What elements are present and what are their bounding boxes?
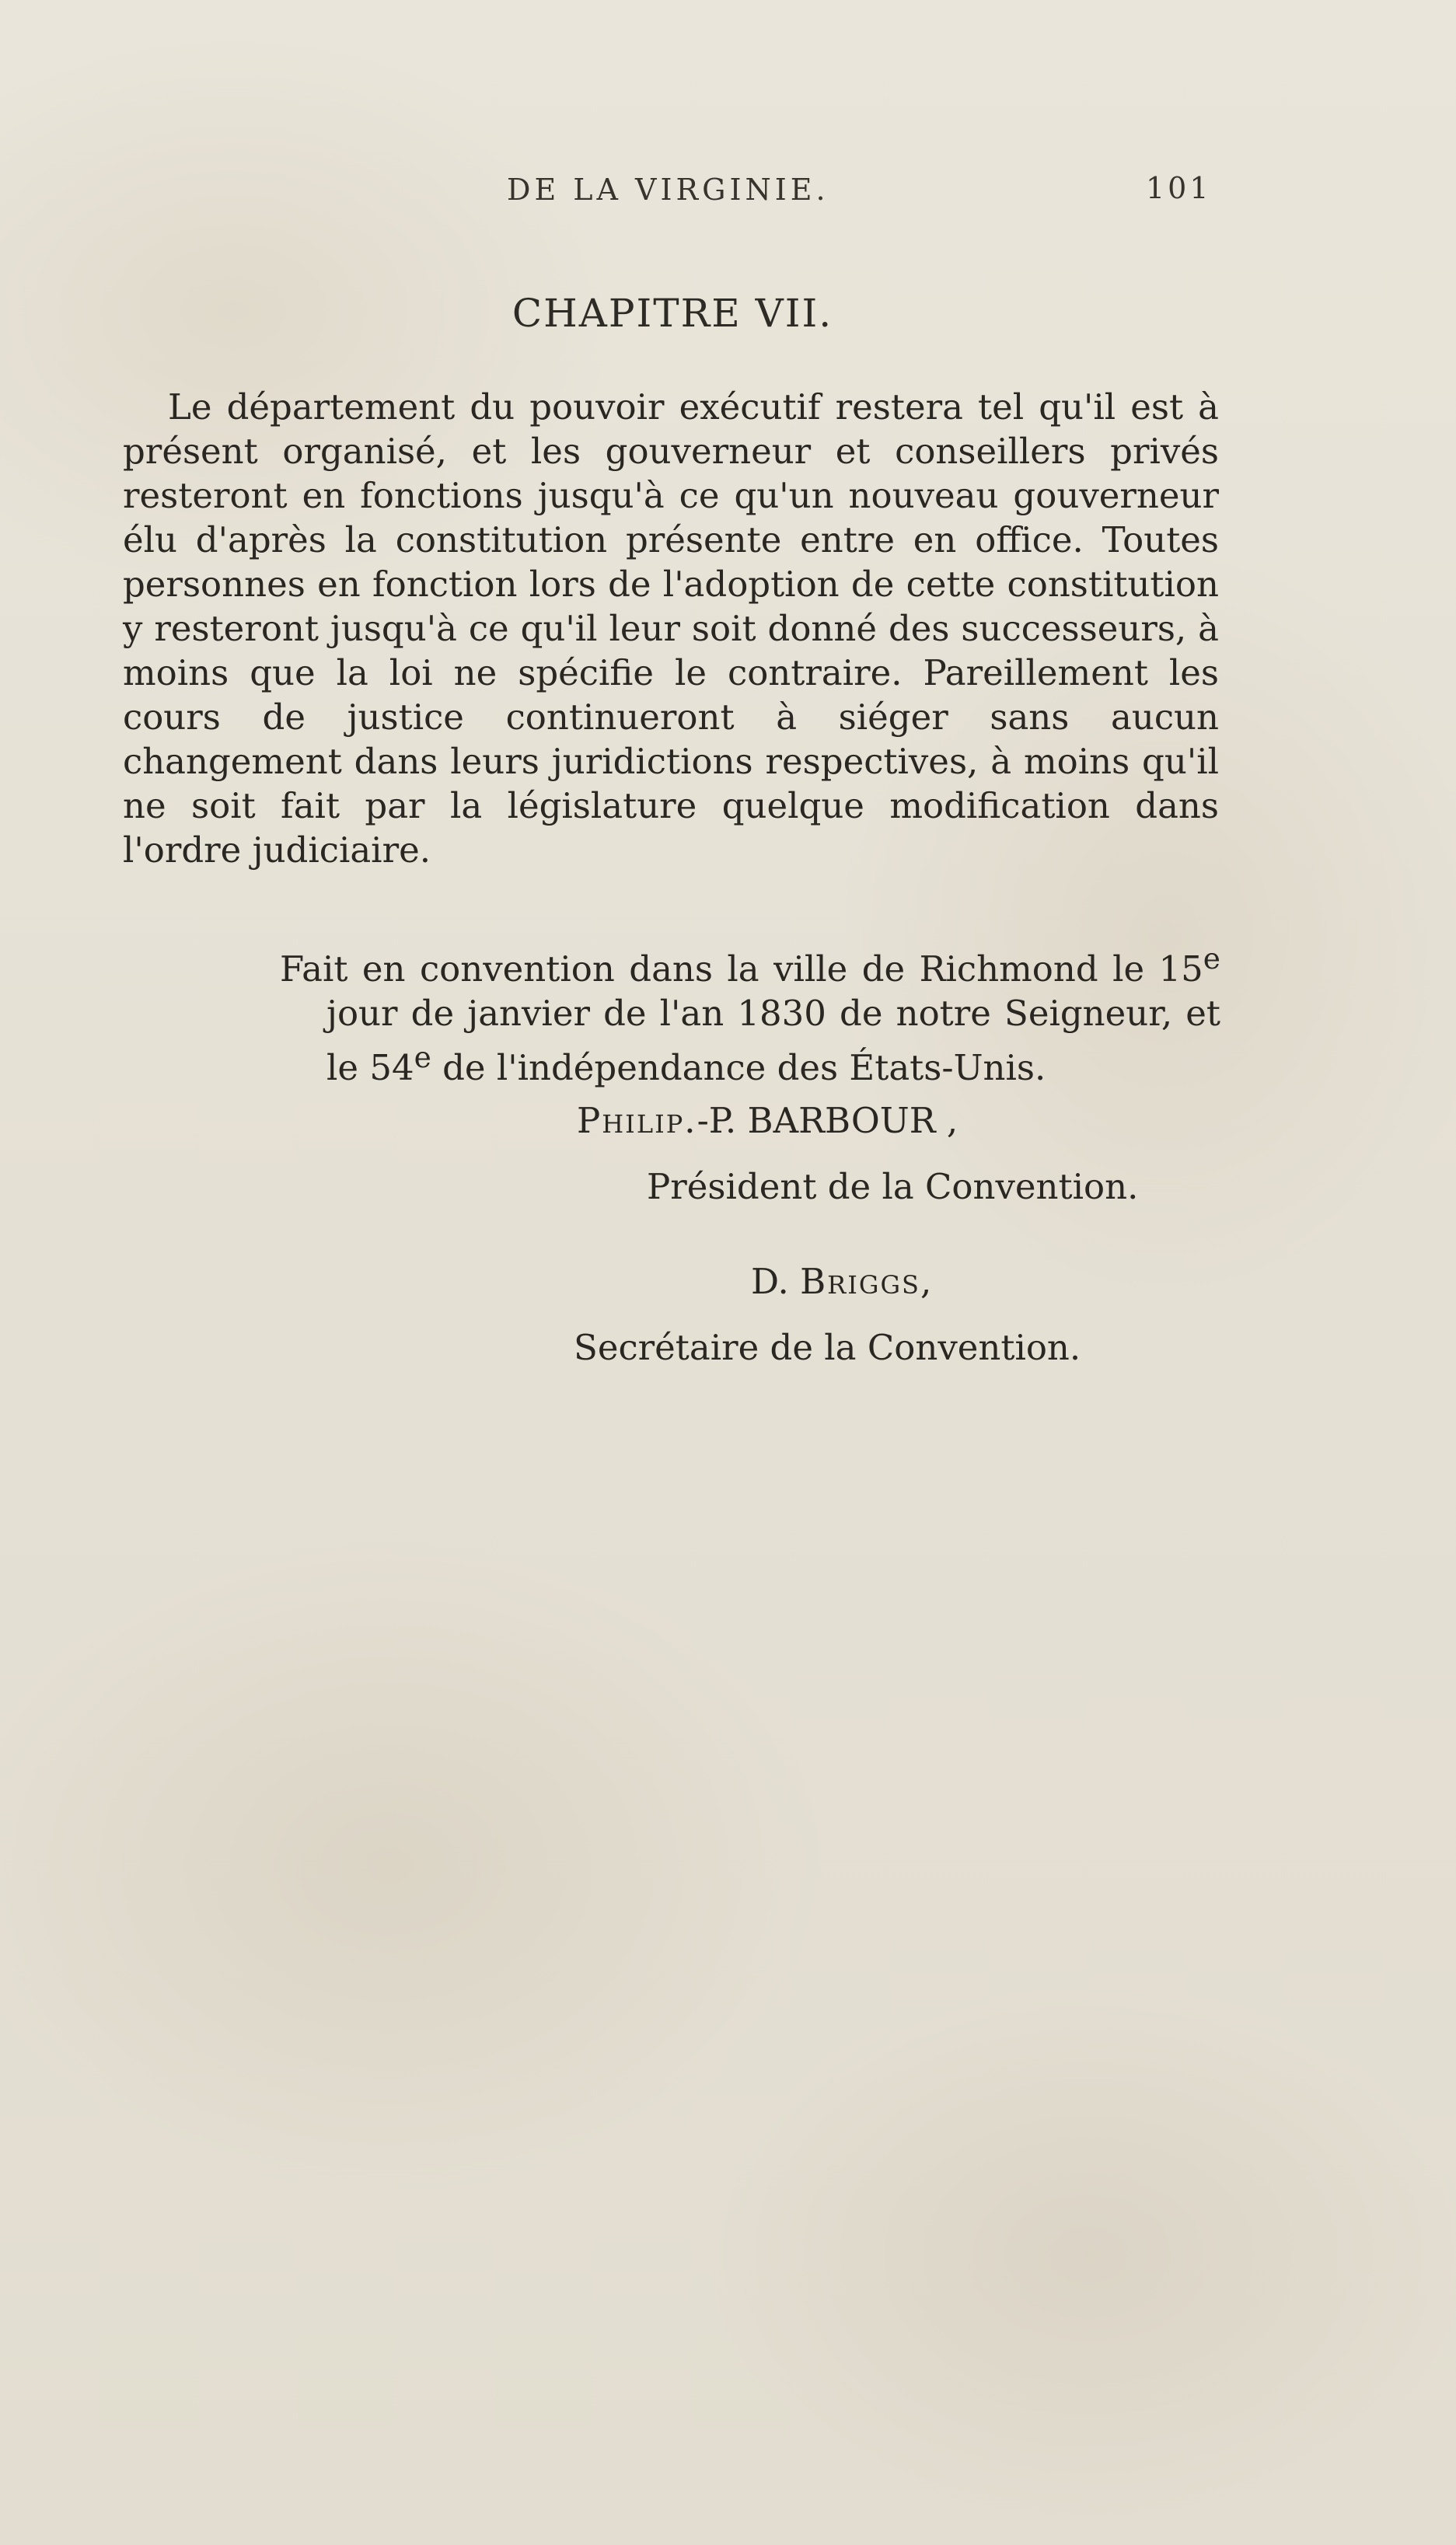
chapter-title: CHAPITRE VII. bbox=[512, 291, 833, 336]
signatory-title-secretary: Secrétaire de la Convention. bbox=[574, 1327, 1081, 1368]
closing-suffix: de l'indépendance des États-Unis. bbox=[431, 1047, 1046, 1088]
signatory-title-president: Président de la Convention. bbox=[647, 1166, 1139, 1207]
signatory-name-barbour bbox=[577, 1100, 958, 1141]
signatory-initial: D. bbox=[751, 1261, 801, 1302]
closing-prefix: Fait en convention dans la ville de Richmond le 15 bbox=[280, 948, 1203, 990]
running-head: DE LA VIRGINIE. bbox=[507, 173, 829, 207]
closing-middle: jour de janvier de l'an 1830 de notre Seigneur, et le 54 bbox=[326, 993, 1220, 1088]
closing-statement bbox=[280, 937, 1220, 1090]
signatory-surname: -P. BARBOUR , bbox=[697, 1100, 958, 1141]
signatory-surname-smallcaps: Briggs bbox=[800, 1261, 920, 1302]
signatory-name-briggs bbox=[751, 1261, 931, 1302]
page-number: 101 bbox=[1146, 171, 1212, 205]
body-paragraph: Le département du pouvoir exécutif restera tel qu'il est à présent organisé, et les gouverneur et conseillers privés resteront en fonctions jusqu'à ce qu'un nouveau gouverneur élu d'après la constitution présente entre en office. Toutes personnes en fonction lors de l'adoption de cette constitution y resteront jusqu'à ce qu'il leur soit donné des successeurs, à moins que la loi ne spécifie le contraire. Pareillement les cours de justice continueront à siéger sans aucun changement dans leurs juridictions respectives, à moins qu'il ne soit fait par la législature quelque modification dans l'ordre judiciaire. bbox=[123, 386, 1219, 871]
closing-superscript-2: e bbox=[414, 1040, 431, 1074]
signatory-firstname-smallcaps: Philip. bbox=[577, 1100, 697, 1141]
closing-superscript-1: e bbox=[1203, 941, 1220, 976]
signatory-comma: , bbox=[920, 1261, 932, 1302]
